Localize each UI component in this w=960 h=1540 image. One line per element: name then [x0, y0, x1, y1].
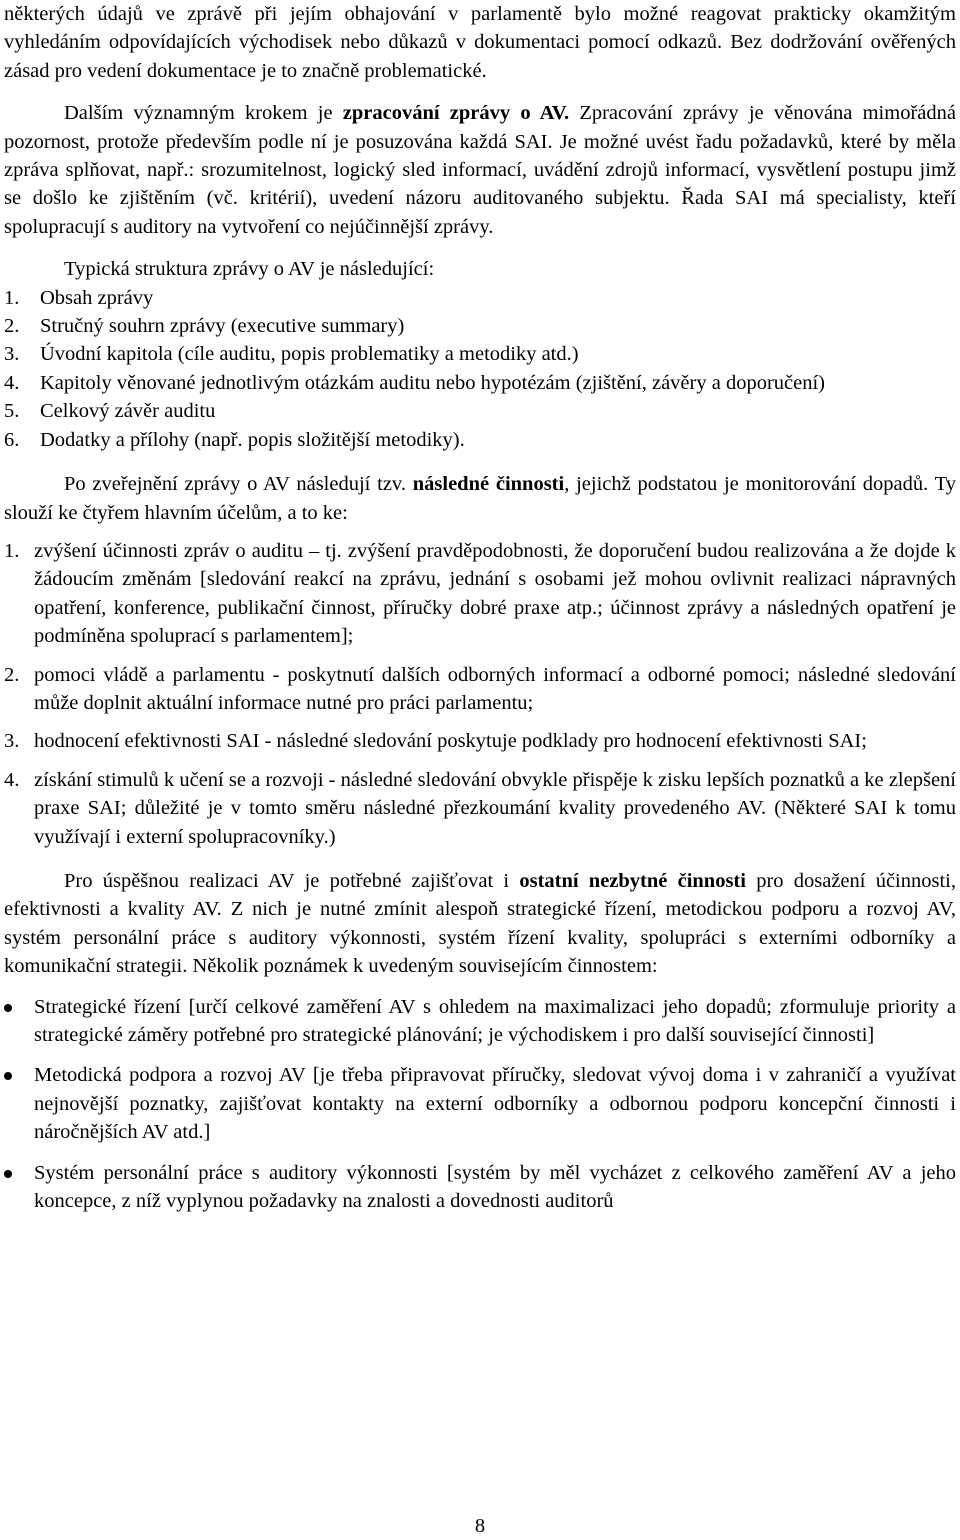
- intro-paragraph: některých údajů ve zprávě při jejím obhajování v parlamentě bylo možné reagovat prakticky okamžitým vyhledáním odpovídajících východisek nebo důkazů v dokumentaci pomocí odkazů. Bez dodržování ověřených zásad pro vedení dokumentace je to značně problematické.: [4, 3, 956, 82]
- followup-lead: Po zveřejnění zprávy o AV následují tzv.: [64, 473, 413, 496]
- structure-item-text: Stručný souhrn zprávy (executive summary): [40, 315, 405, 338]
- structure-item-number: 3.: [4, 343, 20, 366]
- purpose-item-number: 3.: [4, 730, 20, 753]
- structure-item-number: 4.: [4, 371, 20, 394]
- structure-item-text: Obsah zprávy: [40, 286, 154, 309]
- page-number: 8: [474, 1515, 486, 1537]
- bullet-item-text: Strategické řízení [určí celkové zaměření AV s ohledem na maximalizaci jeho dopadů; zformuluje priority a strategické záměry potřebné pro strategické plánování; je východiskem i pro další související činnosti]: [34, 995, 956, 1046]
- structure-item: [4, 312, 956, 340]
- bullet-icon: [4, 1004, 12, 1012]
- structure-item: [4, 426, 956, 454]
- bullet-item-text: Metodická podpora a rozvoj AV [je třeba připravovat příručky, sledovat vývoj doma i v zahraničí a využívat nejnovější poznatky, zajišťovat kontakty na externí odborníky a odbornou podporu koncepční činnosti i náročnějších AV atd.]: [34, 1064, 956, 1144]
- processing-paragraph: [4, 99, 956, 241]
- purpose-item: [4, 661, 956, 718]
- purpose-item-text: získání stimulů k učení se a rozvoji - následné sledování obvykle přispěje k zisku lepších poznatků a ke zlepšení praxe SAI; důležité je v tomto směru následné přezkoumání kvality provedeného AV. (Některé SAI k tomu využívají i externí spolupracovníky.): [34, 768, 956, 848]
- purpose-item-number: 4.: [4, 768, 20, 791]
- followup-rest: , jejichž podstatou je monitorování dopadů. Ty slouží ke čtyřem hlavním účelům, a to ke:: [4, 473, 956, 524]
- structure-list: [4, 284, 956, 454]
- structure-item-text: Celkový závěr auditu: [40, 400, 216, 423]
- purpose-item: [4, 766, 956, 851]
- bullet-item-text: Systém personální práce s auditory výkonnosti [systém by měl vycházet z celkového zaměření AV a jeho koncepce, z níž vyplynou požadavky na znalosti a dovednosti auditorů: [34, 1161, 956, 1213]
- purpose-item: [4, 727, 956, 755]
- followup-paragraph: [4, 470, 956, 527]
- structure-item: [4, 284, 956, 312]
- bullet-item: [4, 1061, 956, 1146]
- structure-item: [4, 340, 956, 368]
- other-activities-paragraph: [4, 867, 956, 981]
- purpose-item: [4, 537, 956, 651]
- purpose-list: [4, 537, 956, 851]
- purpose-item-text: pomoci vládě a parlamentu - poskytnutí dalších odborných informací a odborné pomoci; následné sledování může doplnit aktuální informace nutné pro práci parlamentu;: [34, 663, 956, 714]
- other-activities-bold: ostatní nezbytné činnosti: [519, 869, 746, 892]
- other-activities-lead: Pro úspěšnou realizaci AV je potřebné zajišťovat i: [64, 869, 520, 892]
- purpose-item-number: 1.: [4, 539, 20, 562]
- structure-item: [4, 369, 956, 397]
- purpose-item-text: hodnocení efektivnosti SAI - následné sledování poskytuje podklady pro hodnocení efektivnosti SAI;: [34, 730, 867, 753]
- other-activities-rest: pro dosažení účinnosti, efektivnosti a kvality AV. Z nich je nutné zmínit alespoň strategické řízení, metodickou podporu a rozvoj AV, systém personální práce s auditory výkonnosti, systém řízení kvality, spolupráci s externími odborníky a komunikační strategii. Několik poznámek k uvedeným souvisejícím činnostem:: [4, 869, 956, 978]
- bullet-icon: [4, 1072, 12, 1080]
- structure-item-text: Dodatky a přílohy (např. popis složitější metodiky).: [40, 428, 465, 451]
- bullet-item: [4, 1159, 956, 1216]
- structure-item-number: 6.: [4, 428, 20, 451]
- structure-heading: Typická struktura zprávy o AV je následující:: [64, 258, 435, 281]
- processing-bold: zpracování zprávy o AV.: [342, 102, 570, 125]
- processing-rest: Zpracování zprávy je věnována mimořádná pozornost, protože především podle ní je posuzována každá SAI. Je možné uvést řadu požadavků, které by měla zpráva splňovat, např.: srozumitelnost, logický sled informací, uvádění zdrojů informací, vysvětlení postupu jimž se došlo ke zjištěním (vč. kritérií), uvedení názoru auditovaného subjektu. Řada SAI má specialisty, kteří spolupracují s auditory na vytvoření co nejúčinnější zprávy.: [4, 102, 956, 238]
- bullet-icon: [4, 1170, 12, 1178]
- structure-item-number: 2.: [4, 315, 20, 338]
- bullet-item: [4, 993, 956, 1050]
- document-page: [4, 0, 956, 1215]
- bullet-list: [4, 993, 956, 1216]
- processing-lead: Dalším významným krokem je: [64, 102, 343, 125]
- structure-item-number: 1.: [4, 286, 20, 309]
- purpose-item-number: 2.: [4, 663, 20, 686]
- followup-bold: následné činnosti: [412, 473, 565, 496]
- purpose-item-text: zvýšení účinnosti zpráv o auditu – tj. zvýšení pravděpodobnosti, že doporučení budou realizována a že dojde k žádoucím změnám [sledování reakcí na zprávu, jednání s osobami jež mohou ovlivnit realizaci nápravných opatření, konference, publikační činnost, příručky dobré praxe atp.; účinnost zprávy a následných opatření je podmíněna spoluprací s parlamentem];: [34, 539, 956, 648]
- structure-item-number: 5.: [4, 400, 20, 423]
- structure-item: [4, 397, 956, 425]
- structure-item-text: Kapitoly věnované jednotlivým otázkám auditu nebo hypotézám (zjištění, závěry a doporučení): [40, 371, 826, 394]
- structure-item-text: Úvodní kapitola (cíle auditu, popis problematiky a metodiky atd.): [40, 343, 579, 366]
